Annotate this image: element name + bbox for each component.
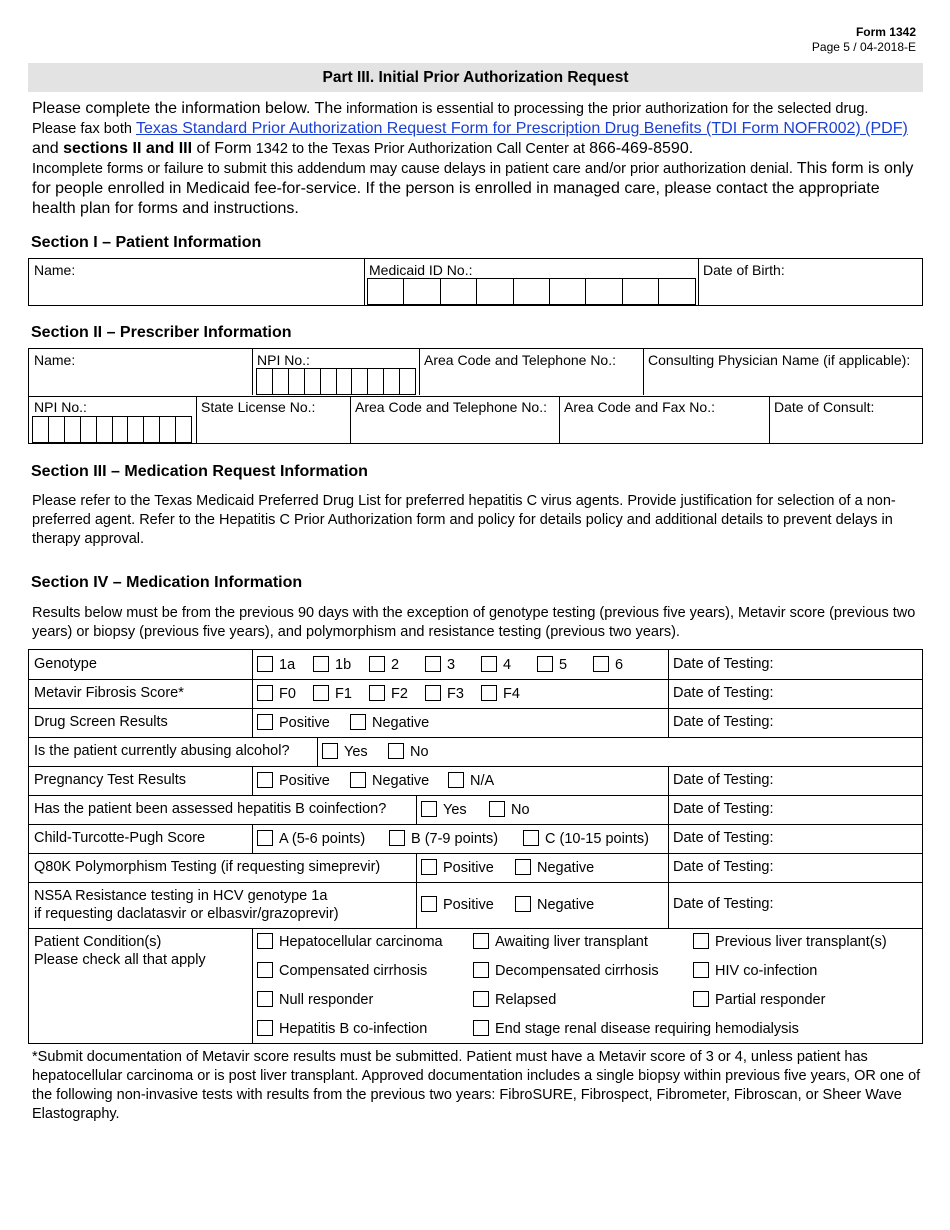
- metavir-f4-checkbox[interactable]: F4: [481, 685, 520, 702]
- condition-decompensated-cirrhosis-checkbox[interactable]: Decompensated cirrhosis: [473, 962, 659, 979]
- state-license-field[interactable]: State License No.:: [201, 399, 316, 415]
- condition-hepb-coinfection-checkbox[interactable]: Hepatitis B co-infection: [257, 1020, 427, 1037]
- pregnancy-label: Pregnancy Test Results: [34, 772, 187, 788]
- q80k-date-field[interactable]: Date of Testing:: [673, 859, 774, 875]
- ctp-b-checkbox[interactable]: B (7-9 points): [389, 830, 498, 847]
- npi2-boxes[interactable]: [32, 416, 192, 443]
- genotype-2-checkbox[interactable]: 2: [369, 656, 399, 673]
- medicaid-id-boxes[interactable]: [367, 278, 696, 305]
- metavir-f1-checkbox[interactable]: F1: [313, 685, 352, 702]
- pregnancy-na-checkbox[interactable]: N/A: [448, 772, 494, 789]
- medicaid-id-label: Medicaid ID No.:: [369, 262, 473, 278]
- genotype-date-field[interactable]: Date of Testing:: [673, 656, 774, 672]
- page-info: Page 5 / 04-2018-E: [811, 40, 916, 54]
- consult-fax-field[interactable]: Area Code and Fax No.:: [564, 399, 715, 415]
- form-number: Form 1342: [855, 25, 916, 39]
- genotype-label: Genotype: [34, 656, 97, 672]
- pregnancy-date-field[interactable]: Date of Testing:: [673, 772, 774, 788]
- metavir-label: Metavir Fibrosis Score*: [34, 685, 184, 701]
- condition-hiv-checkbox[interactable]: HIV co-infection: [693, 962, 817, 979]
- ns5a-date-field[interactable]: Date of Testing:: [673, 896, 774, 912]
- section4-text: Results below must be from the previous 90 days with the exception of genotype testing (previous five years), Metavir score (previous two years) or biopsy (previous five years), and polymorphism and resistance testing (previous two years).: [32, 605, 916, 640]
- alcohol-no-checkbox[interactable]: No: [388, 743, 429, 760]
- condition-previous-transplant-checkbox[interactable]: Previous liver transplant(s): [693, 933, 887, 950]
- metavir-f3-checkbox[interactable]: F3: [425, 685, 464, 702]
- tdi-form-link[interactable]: Texas Standard Prior Authorization Request Form for Prescription Drug Benefits (TDI Form NOFR002) (PDF): [136, 120, 908, 137]
- ctp-a-checkbox[interactable]: A (5-6 points): [257, 830, 365, 847]
- form-header: [812, 25, 916, 55]
- ctp-date-field[interactable]: Date of Testing:: [673, 830, 774, 846]
- hepb-date-field[interactable]: Date of Testing:: [673, 801, 774, 817]
- condition-partial-responder-checkbox[interactable]: Partial responder: [693, 991, 825, 1008]
- prescriber-info-table: [28, 348, 923, 444]
- prescriber-phone-field[interactable]: Area Code and Telephone No.:: [424, 352, 616, 368]
- section2-title: Section II – Prescriber Information: [31, 324, 292, 341]
- consult-phone-field[interactable]: Area Code and Telephone No.:: [355, 399, 547, 415]
- condition-esrd-checkbox[interactable]: End stage renal disease requiring hemodialysis: [473, 1020, 799, 1037]
- footnote: *Submit documentation of Metavir score results must be submitted. Patient must have a Metavir score of 3 or 4, unless patient has hepatocellular carcinoma or is post liver transplant. Approved documentation includes a single biopsy within previous five years, OR one of the following non-invasive tests with results from the previous two years: FibroSURE, Fibrospect, Fibrometer, Fibroscan, or Sheer Wave Elastography.: [32, 1049, 921, 1122]
- section1-title: Section I – Patient Information: [31, 234, 262, 251]
- consult-date-field[interactable]: Date of Consult:: [774, 399, 875, 415]
- condition-hcc-checkbox[interactable]: Hepatocellular carcinoma: [257, 933, 443, 950]
- genotype-3-checkbox[interactable]: 3: [425, 656, 455, 673]
- patient-name-field[interactable]: Name:: [34, 262, 76, 278]
- metavir-date-field[interactable]: Date of Testing:: [673, 685, 774, 701]
- drug-screen-negative-checkbox[interactable]: Negative: [350, 714, 429, 731]
- ns5a-label: NS5A Resistance testing in HCV genotype 1a if requesting daclatasvir or elbasvir/grazoprevir): [34, 888, 339, 922]
- condition-relapsed-checkbox[interactable]: Relapsed: [473, 991, 556, 1008]
- metavir-f0-checkbox[interactable]: F0: [257, 685, 296, 702]
- alcohol-yes-checkbox[interactable]: Yes: [322, 743, 368, 760]
- genotype-4-checkbox[interactable]: 4: [481, 656, 511, 673]
- metavir-f2-checkbox[interactable]: F2: [369, 685, 408, 702]
- conditions-label: Patient Condition(s) Please check all that apply: [34, 934, 206, 968]
- pregnancy-positive-checkbox[interactable]: Positive: [257, 772, 330, 789]
- drug-screen-label: Drug Screen Results: [34, 714, 168, 730]
- npi2-label: NPI No.:: [34, 399, 87, 415]
- alcohol-label: Is the patient currently abusing alcohol?: [34, 743, 290, 759]
- condition-compensated-cirrhosis-checkbox[interactable]: Compensated cirrhosis: [257, 962, 427, 979]
- ns5a-negative-checkbox[interactable]: Negative: [515, 896, 594, 913]
- q80k-negative-checkbox[interactable]: Negative: [515, 859, 594, 876]
- genotype-1a-checkbox[interactable]: 1a: [257, 656, 295, 673]
- drug-screen-positive-checkbox[interactable]: Positive: [257, 714, 330, 731]
- part-title: Part III. Initial Prior Authorization Request: [28, 63, 923, 92]
- section3-text: Please refer to the Texas Medicaid Preferred Drug List for preferred hepatitis C virus agents. Provide justification for selection of a non-preferred agent. Refer to the Hepatitis C Prior Authorization form and policy for details policy and additional details to prevent delays in therapy approval.: [32, 493, 896, 547]
- hepb-no-checkbox[interactable]: No: [489, 801, 530, 818]
- ctp-label: Child-Turcotte-Pugh Score: [34, 830, 206, 846]
- section4-title: Section IV – Medication Information: [31, 574, 303, 591]
- genotype-1b-checkbox[interactable]: 1b: [313, 656, 351, 673]
- genotype-6-checkbox[interactable]: 6: [593, 656, 623, 673]
- intro-text: Please complete the information below. The information is essential to processing the prior authorization for the selected drug. Please fax both Texas Standard Prior Authorization Request Form for Prescription Drug Benefits (TDI Form NOFR002) (PDF) and sections II and III of Form 1342 to the Texas Prior Authorization Call Center at 866-469-8590. Incomplete forms or failure to submit this addendum may cause delays in patient care and/or prior authorization denial. This form is only for people enrolled in Medicaid fee-for-service. If the person is enrolled in managed care, please contact the appropriate health plan for forms and instructions.: [32, 100, 914, 217]
- condition-null-responder-checkbox[interactable]: Null responder: [257, 991, 373, 1008]
- genotype-5-checkbox[interactable]: 5: [537, 656, 567, 673]
- npi-boxes[interactable]: [256, 368, 416, 395]
- consulting-physician-field[interactable]: Consulting Physician Name (if applicable):: [648, 352, 911, 368]
- prescriber-name-field[interactable]: Name:: [34, 352, 76, 368]
- condition-awaiting-transplant-checkbox[interactable]: Awaiting liver transplant: [473, 933, 648, 950]
- hepb-yes-checkbox[interactable]: Yes: [421, 801, 467, 818]
- pregnancy-negative-checkbox[interactable]: Negative: [350, 772, 429, 789]
- patient-info-table: [28, 258, 923, 306]
- dob-field[interactable]: Date of Birth:: [703, 262, 785, 278]
- drug-screen-date-field[interactable]: Date of Testing:: [673, 714, 774, 730]
- medication-info-table: [28, 649, 923, 1044]
- hepb-label: Has the patient been assessed hepatitis B coinfection?: [34, 801, 387, 817]
- q80k-label: Q80K Polymorphism Testing (if requesting simeprevir): [34, 859, 381, 875]
- ctp-c-checkbox[interactable]: C (10-15 points): [523, 830, 649, 847]
- section3-title: Section III – Medication Request Information: [31, 463, 368, 480]
- npi-label: NPI No.:: [257, 352, 310, 368]
- ns5a-positive-checkbox[interactable]: Positive: [421, 896, 494, 913]
- q80k-positive-checkbox[interactable]: Positive: [421, 859, 494, 876]
